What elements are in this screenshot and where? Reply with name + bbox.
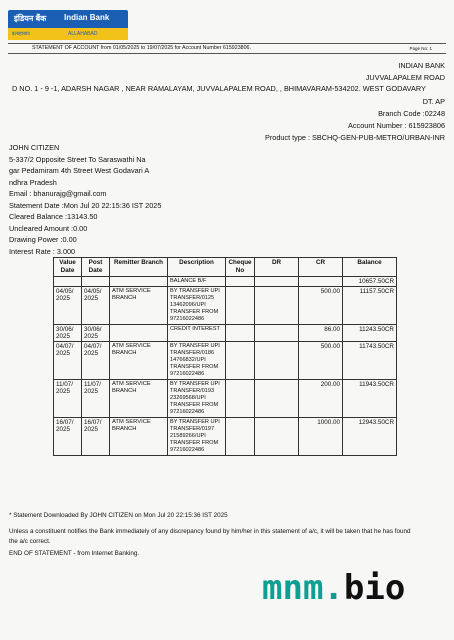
cell-cr: 500.00 [299,342,343,380]
table-row [54,418,397,456]
cell-balance: 11743.50CR [343,342,397,380]
cell-branch [110,277,168,287]
bank-logo [8,10,128,40]
cell-post-date: 16/07/ 2025 [82,418,110,456]
customer-info [9,142,161,257]
customer-address-1: 5-337/2 Opposite Street To Saraswathi Na [9,154,146,164]
cell-cheque [226,287,255,325]
cell-dr [255,287,299,325]
cell-description: CREDIT INTEREST [168,325,226,342]
logo-sub-left: इलाहाबाद [12,31,30,37]
cell-post-date: 30/06/ 2025 [82,325,110,342]
col-cr: CR [299,258,343,277]
table-row [54,325,397,342]
cleared-balance: Cleared Balance :13143.50 [9,212,98,221]
account-number: Account Number : 615923806 [348,121,445,130]
cell-value-date: 16/07/ 2025 [54,418,82,456]
download-note: * Statement Downloaded By JOHN CITIZEN on Mon Jul 20 22:15:36 IST 2025 [9,512,228,519]
product-type: Product type : SBCHQ-GEN-PUB-METRO/URBAN-INR [264,133,445,142]
col-dr: DR [255,258,299,277]
branch-name: JUVVALAPALEM ROAD [365,73,445,82]
cell-value-date: 04/05/ 2025 [54,287,82,325]
col-balance: Balance [343,258,397,277]
cell-value-date: 11/07/ 2025 [54,380,82,418]
table-row [54,342,397,380]
discrepancy-notice-2: the a/c correct. [9,538,51,545]
cell-cr: 500.00 [299,287,343,325]
cell-description: BY TRANSFER UPI TRANSFER/0125 13462096/UPI TRANSFER FROM 97216022486 [168,287,226,325]
logo-hindi-text: इंडियन बैंक [14,14,47,23]
cell-post-date: 04/07/ 2025 [82,342,110,380]
cell-cheque [226,380,255,418]
customer-address-2: gar Pedamiram 4th Street West Godavari A [9,166,150,175]
statement-title: STATEMENT OF ACCOUNT from 01/05/2025 to 19/07/2025 for Account Number 615923806. [32,45,251,51]
cell-dr [255,342,299,380]
cell-branch: ATM SERVICE BRANCH [110,418,168,456]
customer-address-3: ndhra Pradesh [9,177,57,187]
col-cheque-no: Cheque No [226,258,255,277]
table-row [54,277,397,287]
cell-cr [299,277,343,287]
statement-date: Statement Date :Mon Jul 20 22:15:36 IST 2025 [9,200,162,210]
cell-dr [255,418,299,456]
cell-dr [255,325,299,342]
bank-address: D NO. 1 - 9 -1, ADARSH NAGAR , NEAR RAMALAYAM, JUVVALAPALEM ROAD, , BHIMAVARAM-534202. WEST GODAVARY [12,84,426,93]
watermark-main: mnm. [262,568,344,608]
branch-code: Branch Code :02248 [378,109,445,118]
cell-description: BY TRANSFER UPI TRANSFER/0197 21589266/UPI TRANSFER FROM 97216022486 [168,418,226,456]
cell-branch [110,325,168,342]
drawing-power: Drawing Power :0.00 [9,235,77,244]
cell-value-date [54,277,82,287]
transactions-table [53,257,397,456]
col-post-date: Post Date [82,258,110,277]
cell-balance: 12943.50CR [343,418,397,456]
cell-branch: ATM SERVICE BRANCH [110,287,168,325]
cell-branch: ATM SERVICE BRANCH [110,380,168,418]
cell-post-date: 04/05/ 2025 [82,287,110,325]
table-header-row [54,258,397,277]
uncleared-amount: Uncleared Amount :0.00 [9,223,88,233]
cell-value-date: 30/06/ 2025 [54,325,82,342]
col-description: Description [168,258,226,277]
customer-name: JOHN CITIZEN [9,143,60,152]
cell-dr [255,277,299,287]
cell-description: BALANCE B/F [168,277,226,287]
cell-post-date [82,277,110,287]
logo-sub-strip [8,28,128,40]
cell-balance: 11243.50CR [343,325,397,342]
district: DT. AP [422,97,445,106]
customer-email: Email : bhanurajg@gmail.com [9,189,107,198]
cell-balance: 11943.50CR [343,380,397,418]
table-row [54,287,397,325]
watermark-suffix: bio [343,568,406,608]
cell-cheque [226,418,255,456]
bank-name: INDIAN BANK [398,61,445,70]
cell-cheque [226,325,255,342]
cell-cr: 86.00 [299,325,343,342]
col-value-date: Value Date [54,258,82,277]
end-of-statement: END OF STATEMENT - from Internet Banking. [9,550,140,557]
cell-cheque [226,277,255,287]
bank-info [265,60,445,144]
cell-description: BY TRANSFER UPI TRANSFER/0186 14766832/UPI TRANSFER FROM 97216022486 [168,342,226,380]
interest-rate: Interest Rate : 3.000 [9,246,76,256]
logo-sub-right: ALLAHABAD [68,31,98,37]
page-number: Page No: 1 [409,46,432,51]
logo-english-text: Indian Bank [64,13,110,22]
col-remitter-branch: Remitter Branch [110,258,168,277]
cell-description: BY TRANSFER UPI TRANSFER/0193 23269568/UPI TRANSFER FROM 97216022486 [168,380,226,418]
cell-post-date: 11/07/ 2025 [82,380,110,418]
discrepancy-notice-1: Unless a constituent notifies the Bank immediately of any discrepancy found by him/her in this statement of a/c, it will be taken that he has found [9,528,411,535]
watermark [262,568,405,608]
statement-header [8,43,446,54]
cell-branch: ATM SERVICE BRANCH [110,342,168,380]
table-row [54,380,397,418]
cell-cheque [226,342,255,380]
cell-dr [255,380,299,418]
cell-cr: 200.00 [299,380,343,418]
cell-value-date: 04/07/ 2025 [54,342,82,380]
cell-balance: 11157.50CR [343,287,397,325]
cell-cr: 1000.00 [299,418,343,456]
cell-balance: 10657.50CR [343,277,397,287]
